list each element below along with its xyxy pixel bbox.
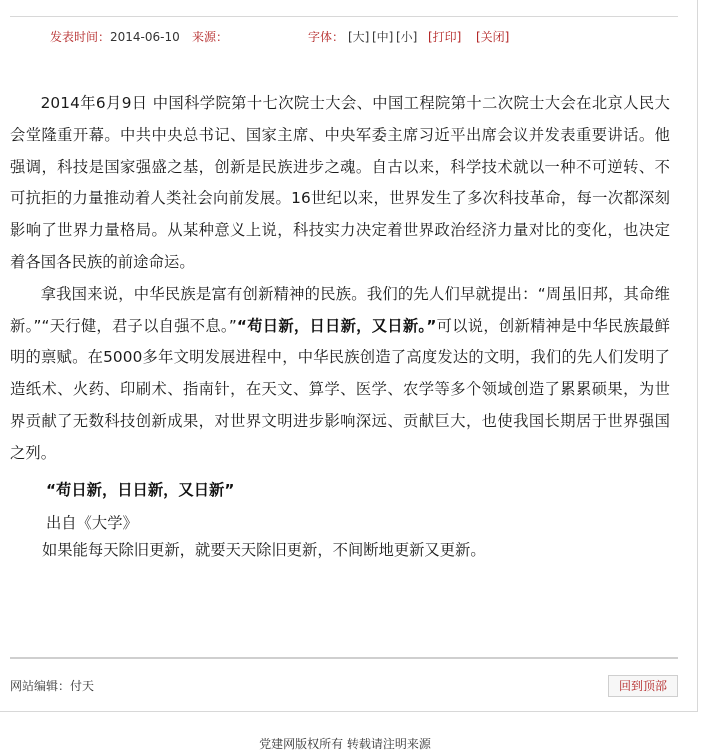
site-editor xyxy=(10,677,94,694)
article-paragraph-1: 2014年6月9日 中国科学院第十七次院士大会、中国工程院第十二次院士大会在北京人民大会堂隆重开幕。中共中央总书记、国家主席、中央军委主席习近平出席会议并发表重要讲话。他强调，科技是国家强盛之基，创新是民族进步之魂。自古以来，科学技术就以一种不可逆转、不可抗拒的力量推动着人类社会向前发展。16世纪以来，世界发生了多次科技革命，每一次都深刻影响了世界力量格局。从某种意义上说，科技实力决定着世界政治经济力量对比的变化，也决定着各国各民族的前途命运。 xyxy=(10,94,670,271)
quote-title: “苟日新，日日新，又日新” xyxy=(46,481,235,499)
back-to-top-button[interactable]: 回到顶部 xyxy=(608,675,678,697)
paragraph-2-end: 可以说，创新精神是中华民族最鲜明的禀赋。在5000多年文明发展进程中，中华民族创造了高度发达的文明，我们的先人们发明了造纸术、火药、印刷术、指南针，在天文、算学、医学、农学等多个领域创造了累累硕果，为世界贡献了无数科技创新成果，对世界文明进步影响深远、贡献巨大，也使我国长期居于世界强国之列。 xyxy=(10,316,670,462)
publish-date: 2014-06-10 xyxy=(110,30,180,44)
close-button[interactable]: [关闭] xyxy=(476,30,510,44)
article-paragraph-2 xyxy=(10,279,670,470)
source-label: 来源： xyxy=(192,30,229,44)
editor-label: 网站编辑： xyxy=(10,679,71,693)
font-large-button[interactable]: [大] xyxy=(348,30,370,44)
article-body xyxy=(10,88,670,470)
quote-source: 出自《大学》 xyxy=(46,514,138,532)
font-small-button[interactable]: [小] xyxy=(396,30,418,44)
editor-name: 付天 xyxy=(70,679,95,693)
paragraph-2-highlight: “苟日新，日日新，又日新。” xyxy=(236,316,437,335)
paragraph-2-start: 拿我国来说，中华民族是富有创新精神的民族。我们的先人们早就提出：“周虽旧邦，其命维新。”“天行健，君子以自强不息。” xyxy=(10,284,670,335)
quote-meaning: 如果能每天除旧更新，就要天天除旧更新，不间断地更新又更新。 xyxy=(42,541,486,559)
font-size-label: 字体： xyxy=(308,30,345,44)
top-divider xyxy=(10,16,678,17)
font-medium-button[interactable]: [中] xyxy=(372,30,394,44)
bottom-divider xyxy=(10,657,678,659)
print-button[interactable]: [打印] xyxy=(428,30,462,44)
publish-time-label: 发表时间： xyxy=(50,30,111,44)
copyright-footer: 党建网版权所有 转载请注明来源 xyxy=(259,737,431,751)
